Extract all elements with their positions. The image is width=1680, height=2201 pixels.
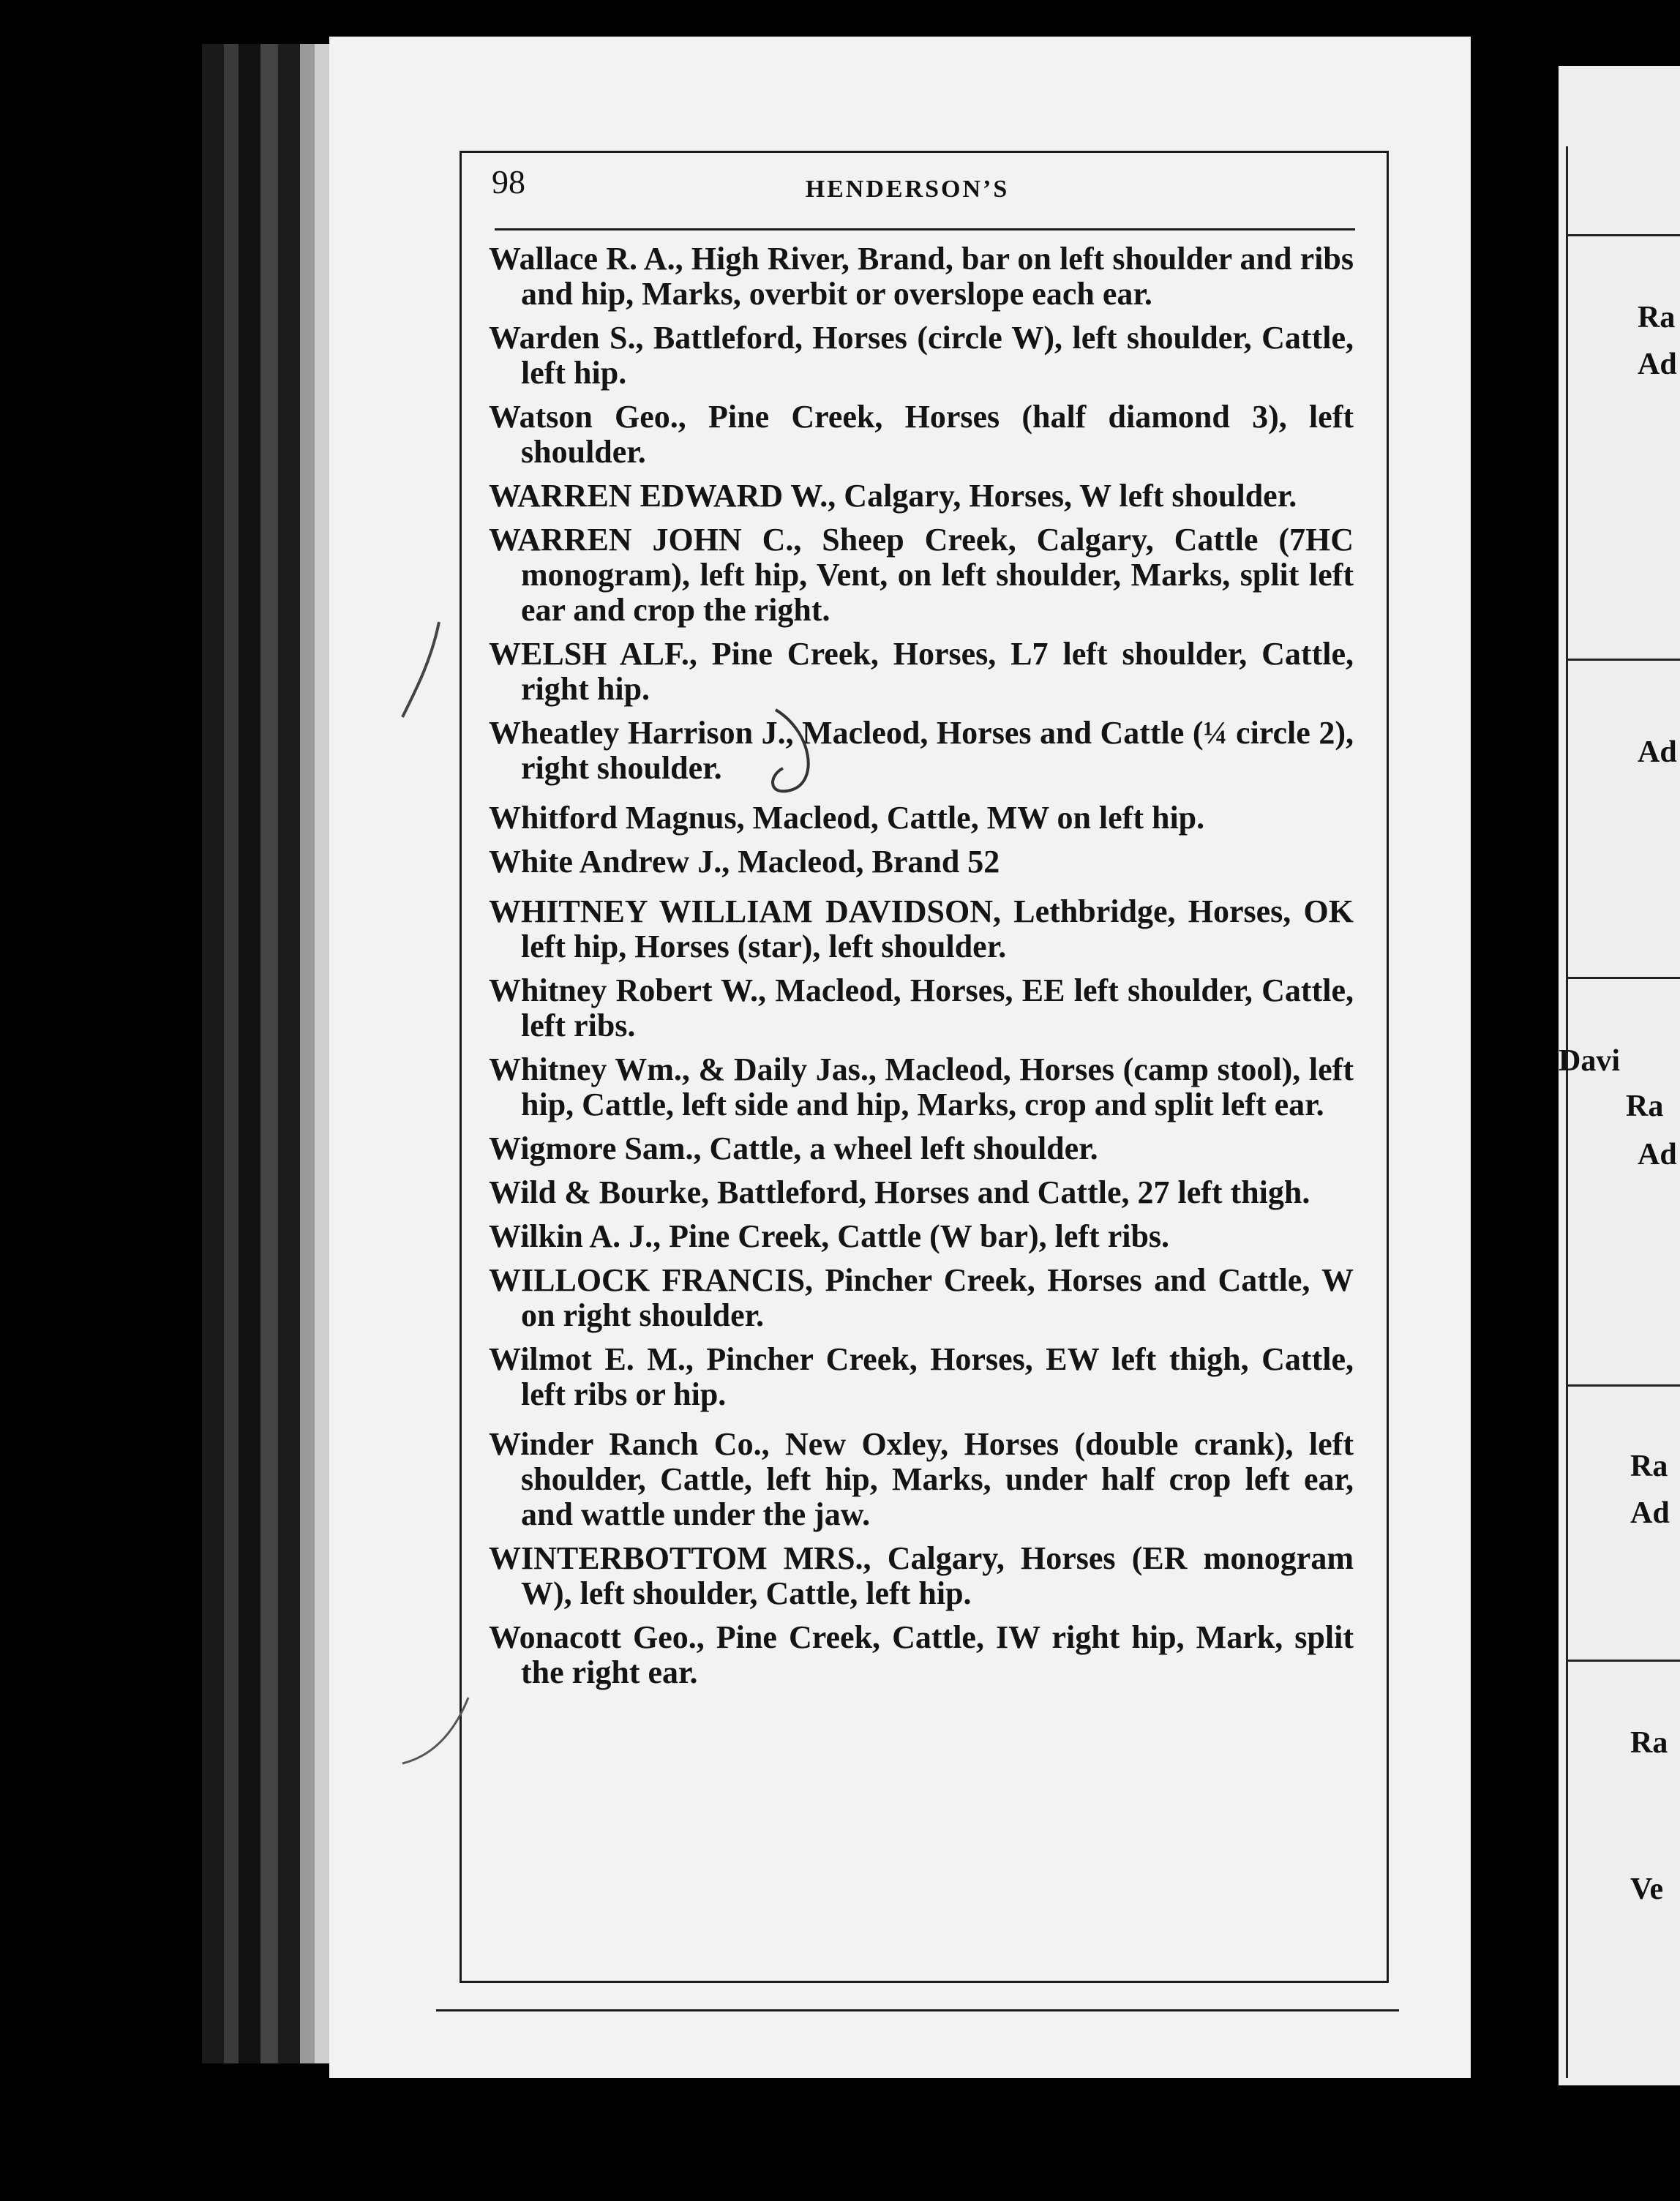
facing-rule xyxy=(1566,659,1680,661)
book-edge xyxy=(278,44,300,2063)
facing-text-fragment: Ve xyxy=(1630,1872,1664,1906)
book-edge xyxy=(224,44,239,2063)
directory-entry: Wheatley Harrison J., Macleod, Horses and Cattle (¼ circle 2), right shoulder. xyxy=(489,715,1354,786)
book-gutter xyxy=(1471,29,1559,2078)
directory-entry: Winder Ranch Co., New Oxley, Horses (double crank), left shoulder, Cattle, left hip, Marks, under half crop left ear, and wattle under the jaw. xyxy=(489,1426,1354,1532)
book-edge xyxy=(239,44,260,2063)
running-head: HENDERSON’S xyxy=(805,176,1010,203)
directory-entry: Wallace R. A., High River, Brand, bar on left shoulder and ribs and hip, Marks, overbit or overslope each ear. xyxy=(489,241,1354,312)
header-rule xyxy=(495,228,1355,230)
facing-text-fragment: Ad xyxy=(1638,735,1677,769)
book-edge xyxy=(260,44,278,2063)
directory-entry: Wild & Bourke, Battleford, Horses and Cattle, 27 left thigh. xyxy=(489,1174,1310,1210)
facing-rule xyxy=(1566,977,1680,979)
directory-entry: WINTERBOTTOM MRS., Calgary, Horses (ER monogram W), left shoulder, Cattle, left hip. xyxy=(489,1540,1354,1611)
directory-entry: Whitney Wm., & Daily Jas., Macleod, Horses (camp stool), left hip, Cattle, left side and hip, Marks, crop and split left ear. xyxy=(489,1051,1354,1122)
facing-rule xyxy=(1566,234,1680,236)
pencil-mark-icon xyxy=(395,1690,483,1778)
facing-text-fragment: Ra xyxy=(1630,1726,1668,1760)
facing-text-fragment: Ra xyxy=(1630,1450,1668,1483)
facing-rule xyxy=(1566,1660,1680,1662)
facing-text-fragment: Ra xyxy=(1638,301,1676,334)
directory-entry: Watson Geo., Pine Creek, Horses (half diamond 3), left shoulder. xyxy=(489,399,1354,470)
facing-text-fragment: Ad xyxy=(1638,348,1677,381)
directory-entry: Wonacott Geo., Pine Creek, Cattle, IW right hip, Mark, split the right ear. xyxy=(489,1619,1354,1690)
facing-text-fragment: Ad xyxy=(1630,1496,1670,1530)
facing-rule xyxy=(1566,1384,1680,1387)
pencil-loop-icon xyxy=(746,702,834,820)
directory-entry: White Andrew J., Macleod, Brand 52 xyxy=(489,844,1000,880)
directory-entry: WHITNEY WILLIAM DAVIDSON, Lethbridge, Horses, OK left hip, Horses (star), left shoulder. xyxy=(489,893,1354,964)
directory-entry: Wigmore Sam., Cattle, a wheel left shoulder. xyxy=(489,1131,1098,1166)
facing-text-fragment: Davi xyxy=(1559,1044,1620,1078)
directory-entry: WARREN EDWARD W., Calgary, Horses, W left shoulder. xyxy=(489,478,1297,514)
directory-entry: Wilkin A. J., Pine Creek, Cattle (W bar), left ribs. xyxy=(489,1218,1170,1254)
page-stack-edge xyxy=(300,44,315,2063)
directory-entries xyxy=(489,241,1354,1699)
page-number: 98 xyxy=(492,163,525,200)
facing-text-fragment: Ra xyxy=(1626,1090,1664,1123)
page-stack-edge xyxy=(315,44,329,2063)
bottom-rule xyxy=(436,2009,1399,2011)
directory-entry: WILLOCK FRANCIS, Pincher Creek, Horses and Cattle, W on right shoulder. xyxy=(489,1262,1354,1333)
directory-entry: Whitford Magnus, Macleod, Cattle, MW on left hip. xyxy=(489,800,1205,836)
directory-entry: WARREN JOHN C., Sheep Creek, Calgary, Cattle (7HC monogram), left hip, Vent, on left shoulder, Marks, split left ear and crop the right. xyxy=(489,522,1354,628)
directory-entry: Warden S., Battleford, Horses (circle W), left shoulder, Cattle, left hip. xyxy=(489,320,1354,391)
facing-text-fragment: Ad xyxy=(1638,1138,1677,1171)
directory-entry: Wilmot E. M., Pincher Creek, Horses, EW left thigh, Cattle, left ribs or hip. xyxy=(489,1341,1354,1412)
book-edge xyxy=(202,44,224,2063)
directory-entry: WELSH ALF., Pine Creek, Horses, L7 left shoulder, Cattle, right hip. xyxy=(489,636,1354,707)
pencil-mark-icon xyxy=(388,615,461,732)
facing-page xyxy=(1559,66,1680,2085)
directory-entry: Whitney Robert W., Macleod, Horses, EE left shoulder, Cattle, left ribs. xyxy=(489,972,1354,1043)
